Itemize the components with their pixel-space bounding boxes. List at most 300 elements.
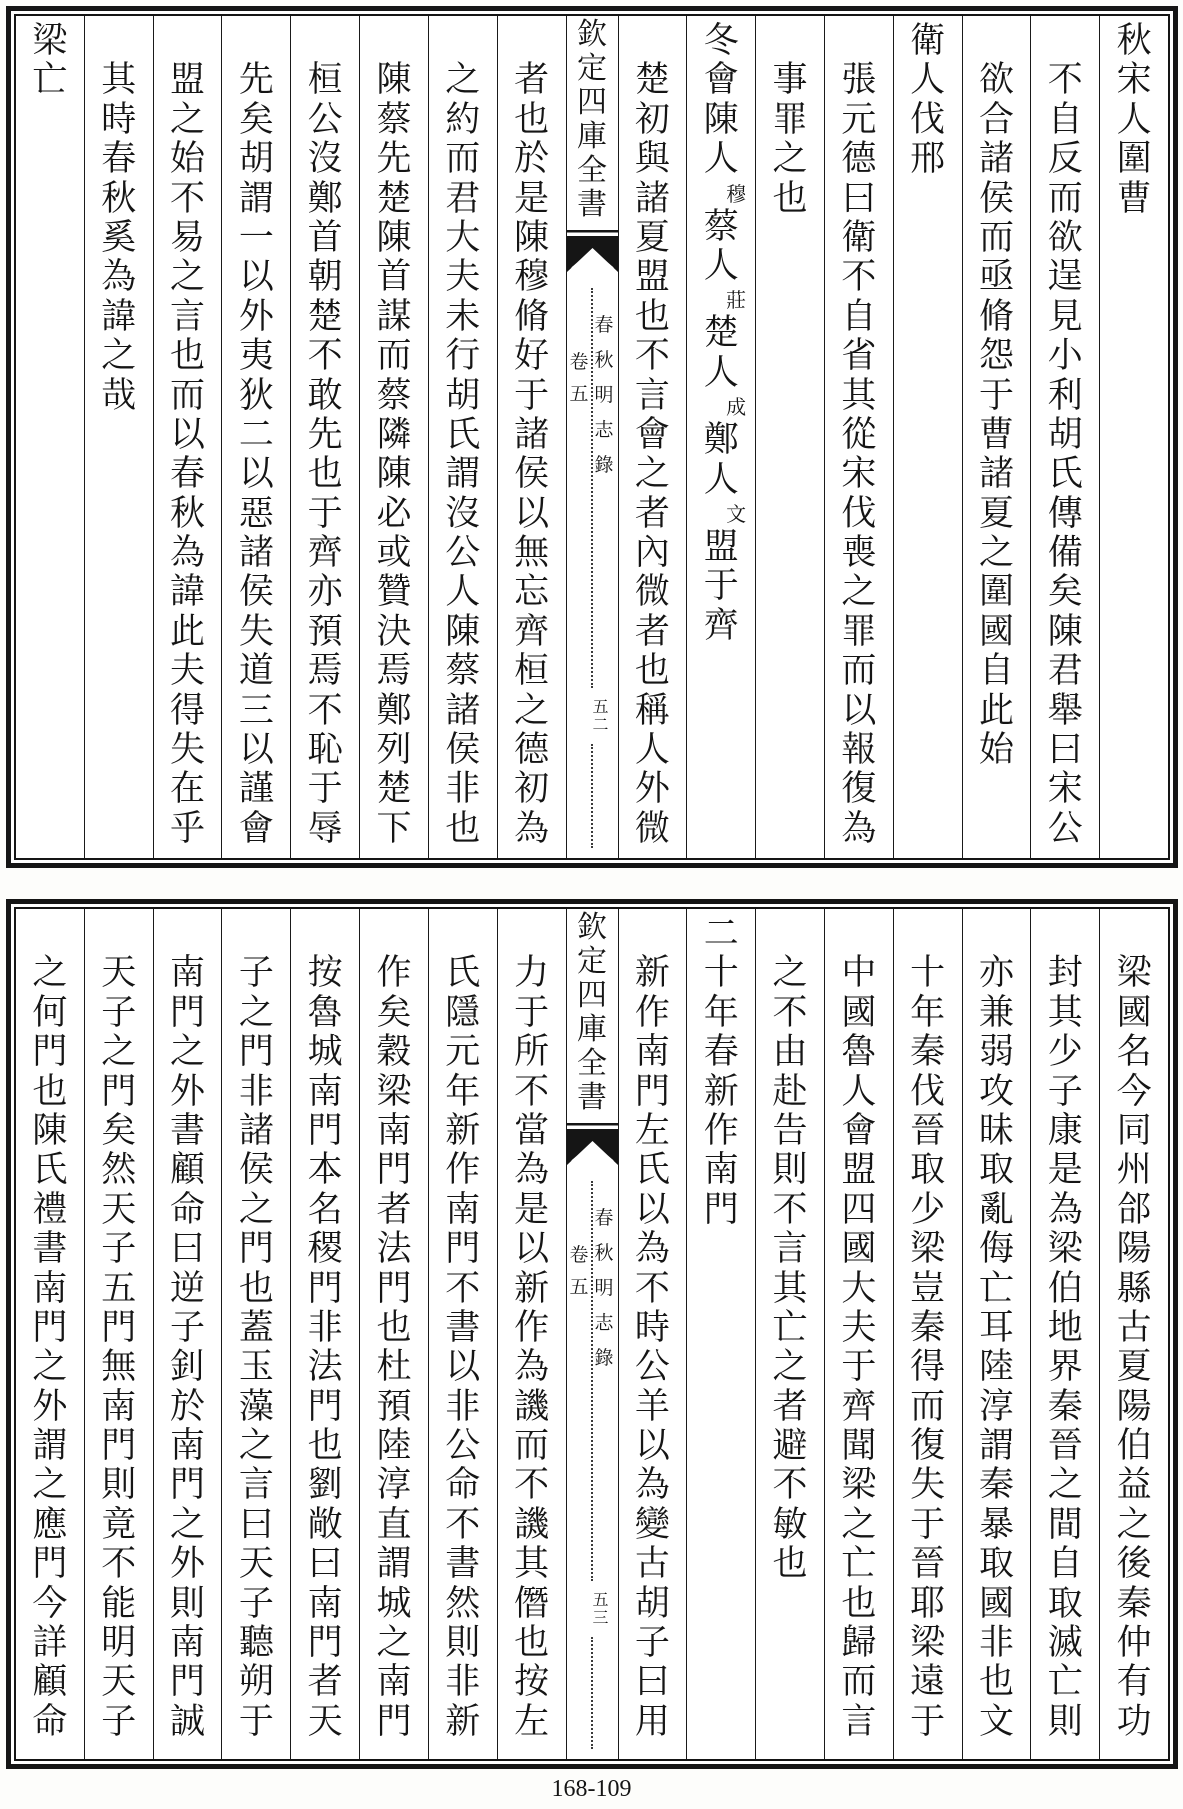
glyph: 之 (634, 454, 670, 495)
glyph: 曰 (634, 1662, 670, 1703)
glyph: 為 (514, 1150, 550, 1191)
glyph: 盟 (170, 60, 206, 101)
glyph: 也 (772, 178, 808, 219)
glyph: 諱 (101, 296, 137, 337)
glyph: 二 (592, 715, 609, 734)
glyph: 張 (841, 60, 877, 101)
glyph: 伐 (910, 1071, 946, 1112)
glyph: 圍 (1116, 139, 1152, 180)
glyph: 諸 (445, 690, 481, 731)
glyph: 報 (841, 730, 877, 771)
collection-title (567, 18, 618, 222)
glyph: 謂 (376, 1544, 412, 1585)
center-spine (566, 16, 618, 858)
glyph: 以 (634, 1189, 670, 1230)
glyph: 不 (307, 690, 343, 731)
glyph: 杜 (376, 1347, 412, 1388)
glyph: 錄 (594, 454, 614, 476)
glyph: 者 (634, 611, 670, 652)
glyph: 州 (1116, 1150, 1152, 1191)
glyph: 在 (170, 769, 206, 810)
glyph: 欽 (577, 17, 607, 52)
glyph: 子 (238, 953, 274, 994)
commentary-text (1031, 61, 1099, 849)
commentary-text (619, 954, 687, 1742)
glyph: 南 (307, 1071, 343, 1112)
glyph: 微 (634, 572, 670, 613)
glyph: 罪 (772, 99, 808, 140)
glyph: 不 (772, 992, 808, 1033)
glyph: 之 (978, 533, 1014, 574)
glyph: 變 (634, 1504, 670, 1545)
glyph: 之 (32, 1465, 68, 1506)
book-title (593, 1201, 616, 1376)
glyph: 會 (841, 1110, 877, 1151)
glyph: 首 (376, 257, 412, 298)
glyph: 南 (170, 953, 206, 994)
glyph: 桓 (307, 60, 343, 101)
text-column (16, 16, 84, 858)
glyph: 法 (376, 1229, 412, 1270)
glyph: 也 (307, 1426, 343, 1467)
glyph: 二 (703, 914, 739, 954)
glyph: 于 (514, 375, 550, 416)
text-column (686, 16, 755, 858)
glyph: 春 (594, 314, 614, 336)
glyph: 陽 (1116, 1229, 1152, 1270)
glyph: 焉 (376, 651, 412, 692)
glyph: 之 (32, 1347, 68, 1388)
glyph: 不 (445, 1504, 481, 1545)
glyph: 陳 (32, 1110, 68, 1151)
glyph: 胡 (238, 139, 274, 180)
glyph: 事 (772, 60, 808, 101)
commentary-text (894, 954, 962, 1742)
text-column (497, 909, 566, 1759)
glyph: 合 (978, 99, 1014, 140)
glyph: 定 (577, 944, 607, 979)
glyph: 竟 (101, 1504, 137, 1545)
glyph: 康 (1047, 1110, 1083, 1151)
glyph: 取 (978, 1544, 1014, 1585)
glyph: 德 (841, 139, 877, 180)
glyph: 桓 (514, 651, 550, 692)
glyph: 天 (101, 1662, 137, 1703)
fishtail-ornament (567, 230, 618, 276)
glyph: 南 (170, 1623, 206, 1664)
glyph: 梁 (1047, 1229, 1083, 1270)
glyph: 南 (376, 1110, 412, 1151)
glyph: 人 (703, 139, 739, 180)
glyph: 四 (841, 1189, 877, 1230)
glyph: 攻 (978, 1071, 1014, 1112)
glyph: 隣 (376, 414, 412, 455)
glyph: 二 (238, 414, 274, 455)
glyph: 為 (634, 1229, 670, 1270)
glyph: 五 (101, 1268, 137, 1309)
glyph: 五 (592, 1590, 609, 1609)
glyph: 諸 (238, 1110, 274, 1151)
glyph: 見 (1047, 296, 1083, 337)
glyph: 公 (1047, 808, 1083, 849)
text-column (428, 16, 497, 858)
glyph: 城 (376, 1583, 412, 1624)
glyph: 狄 (238, 375, 274, 416)
glyph: 而 (170, 375, 206, 416)
glyph: 不 (514, 1465, 550, 1506)
glyph: 道 (238, 651, 274, 692)
glyph: 門 (307, 1386, 343, 1427)
glyph: 卷 (569, 1244, 589, 1266)
glyph: 蔡 (376, 375, 412, 416)
glyph: 定 (577, 51, 607, 86)
glyph: 新 (703, 1071, 739, 1112)
glyph: 于 (514, 992, 550, 1033)
glyph: 陳 (514, 217, 550, 258)
glyph: 淳 (376, 1465, 412, 1506)
glyph: 而 (376, 336, 412, 377)
glyph: 國 (978, 1583, 1014, 1624)
glyph: 胡 (634, 1583, 670, 1624)
glyph: 命 (170, 1189, 206, 1230)
glyph: 禮 (32, 1189, 68, 1230)
glyph: 之 (841, 1504, 877, 1545)
classic-text (687, 915, 755, 1230)
glyph: 君 (1047, 651, 1083, 692)
glyph: 天 (238, 1544, 274, 1585)
glyph: 子 (634, 1623, 670, 1664)
glyph: 為 (634, 1465, 670, 1506)
glyph: 而 (1047, 178, 1083, 219)
glyph: 隱 (445, 992, 481, 1033)
glyph: 古 (634, 1544, 670, 1585)
glyph: 作 (703, 1110, 739, 1151)
glyph: 間 (1047, 1504, 1083, 1545)
glyph: 謹 (238, 769, 274, 810)
glyph: 伯 (1116, 1426, 1152, 1467)
glyph: 其 (514, 1544, 550, 1585)
glyph: 春 (703, 1032, 739, 1073)
glyph: 曰 (170, 1229, 206, 1270)
glyph: 仲 (1116, 1623, 1152, 1664)
glyph: 欽 (577, 910, 607, 945)
glyph: 庫 (577, 1012, 607, 1047)
glyph: 之 (514, 690, 550, 731)
glyph: 其 (1047, 992, 1083, 1033)
glyph: 亡 (32, 60, 68, 101)
text-column (290, 16, 359, 858)
glyph: 也 (514, 1623, 550, 1664)
glyph: 矣 (238, 99, 274, 140)
glyph: 伯 (1047, 1268, 1083, 1309)
text-column (221, 909, 290, 1759)
glyph: 秋 (1116, 21, 1152, 61)
glyph: 蓋 (238, 1307, 274, 1348)
text-column (359, 16, 428, 858)
glyph: 陸 (376, 1426, 412, 1467)
glyph: 初 (514, 769, 550, 810)
glyph: 地 (1047, 1307, 1083, 1348)
glyph: 奚 (101, 217, 137, 258)
glyph: 門 (32, 1032, 68, 1073)
glyph: 于 (978, 375, 1014, 416)
glyph: 由 (772, 1032, 808, 1073)
glyph: 避 (772, 1426, 808, 1467)
glyph: 不 (634, 1268, 670, 1309)
glyph: 也 (238, 1268, 274, 1309)
glyph: 秋 (101, 178, 137, 219)
glyph: 逆 (170, 1268, 206, 1309)
commentary-text (360, 954, 428, 1742)
glyph: 為 (170, 533, 206, 574)
glyph: 氏 (32, 1150, 68, 1191)
glyph: 失 (910, 1465, 946, 1506)
glyph: 謂 (445, 454, 481, 495)
glyph: 會 (703, 60, 739, 101)
glyph: 界 (1047, 1347, 1083, 1388)
glyph: 門 (101, 1426, 137, 1467)
glyph: 非 (307, 1307, 343, 1348)
glyph: 夫 (445, 257, 481, 298)
column-grid (16, 16, 1168, 858)
glyph: 以 (841, 690, 877, 731)
glyph: 先 (238, 60, 274, 101)
glyph: 自 (1047, 99, 1083, 140)
glyph: 不 (170, 178, 206, 219)
glyph: 以 (514, 1229, 550, 1270)
glyph: 辱 (307, 808, 343, 849)
glyph: 秋 (170, 493, 206, 534)
glyph: 而 (841, 1662, 877, 1703)
leaf-number (589, 1591, 613, 1627)
glyph: 之 (170, 1504, 206, 1545)
glyph: 穀 (376, 1032, 412, 1073)
glyph: 五 (569, 1276, 589, 1298)
glyph: 元 (841, 99, 877, 140)
glyph: 傳 (1047, 493, 1083, 534)
glyph: 春 (101, 139, 137, 180)
upper-leaf (6, 6, 1178, 868)
glyph: 言 (238, 1465, 274, 1506)
glyph: 明 (594, 384, 614, 406)
glyph: 不 (772, 1189, 808, 1230)
glyph: 南 (634, 1032, 670, 1073)
glyph: 陳 (376, 217, 412, 258)
glyph: 敢 (307, 375, 343, 416)
glyph: 詳 (32, 1623, 68, 1664)
glyph: 衛 (841, 217, 877, 258)
glyph: 伐 (910, 99, 946, 140)
glyph: 下 (376, 808, 412, 849)
commentary-text (1031, 954, 1099, 1742)
glyph: 忘 (514, 572, 550, 613)
commentary-text (85, 61, 153, 416)
glyph: 怨 (978, 336, 1014, 377)
glyph: 顧 (170, 1150, 206, 1191)
glyph: 朝 (307, 257, 343, 298)
glyph: 劉 (307, 1465, 343, 1506)
glyph: 亡 (978, 1268, 1014, 1309)
commentary-text (825, 954, 893, 1742)
glyph: 文 (726, 501, 747, 526)
glyph: 南 (170, 1426, 206, 1467)
glyph: 諸 (634, 178, 670, 219)
glyph: 也 (32, 1071, 68, 1112)
glyph: 之 (376, 1623, 412, 1664)
commentary-text (1100, 954, 1168, 1742)
glyph: 備 (1047, 533, 1083, 574)
glyph: 書 (32, 1229, 68, 1270)
glyph: 則 (772, 1150, 808, 1191)
glyph: 梁 (910, 1229, 946, 1270)
glyph: 以 (238, 257, 274, 298)
glyph: 豈 (910, 1268, 946, 1309)
glyph: 能 (101, 1583, 137, 1624)
glyph: 伐 (841, 493, 877, 534)
glyph: 曰 (841, 178, 877, 219)
glyph: 之 (1047, 1465, 1083, 1506)
glyph: 非 (238, 1071, 274, 1112)
glyph: 曹 (978, 414, 1014, 455)
glyph: 外 (32, 1386, 68, 1427)
glyph: 諸 (514, 414, 550, 455)
glyph: 陳 (376, 60, 412, 101)
glyph: 言 (841, 1701, 877, 1742)
commentary-text (756, 954, 824, 1584)
glyph: 小 (1047, 336, 1083, 377)
glyph: 齊 (514, 611, 550, 652)
glyph: 按 (514, 1662, 550, 1703)
glyph: 晉 (910, 1544, 946, 1585)
glyph: 魯 (307, 992, 343, 1033)
text-column (290, 909, 359, 1759)
glyph: 於 (514, 139, 550, 180)
text-column (497, 16, 566, 858)
lower-leaf (6, 899, 1178, 1769)
glyph: 僭 (514, 1583, 550, 1624)
glyph: 預 (307, 611, 343, 652)
glyph: 歸 (841, 1623, 877, 1664)
glyph: 年 (703, 992, 739, 1033)
glyph: 人 (634, 730, 670, 771)
glyph: 之 (445, 60, 481, 101)
glyph: 非 (978, 1623, 1014, 1664)
glyph: 子 (101, 1701, 137, 1742)
glyph: 于 (910, 1504, 946, 1545)
glyph: 陳 (376, 454, 412, 495)
glyph: 蔡 (445, 651, 481, 692)
glyph: 以 (238, 730, 274, 771)
glyph: 不 (445, 1268, 481, 1309)
glyph: 者 (634, 493, 670, 534)
glyph: 今 (32, 1583, 68, 1624)
glyph: 約 (445, 99, 481, 140)
glyph: 聞 (841, 1426, 877, 1467)
glyph: 春 (170, 454, 206, 495)
glyph: 而 (445, 139, 481, 180)
glyph: 行 (445, 336, 481, 377)
glyph: 命 (32, 1701, 68, 1742)
glyph: 齊 (307, 533, 343, 574)
glyph: 以 (634, 1426, 670, 1467)
glyph: 與 (634, 139, 670, 180)
glyph: 南 (703, 1150, 739, 1191)
glyph: 首 (307, 217, 343, 258)
glyph: 決 (376, 611, 412, 652)
glyph: 書 (170, 1110, 206, 1151)
glyph: 按 (307, 953, 343, 994)
glyph: 沒 (307, 139, 343, 180)
glyph: 國 (1116, 992, 1152, 1033)
glyph: 恥 (307, 730, 343, 771)
glyph: 秋 (594, 349, 614, 371)
glyph: 明 (594, 1277, 614, 1299)
glyph: 郃 (1116, 1189, 1152, 1230)
glyph: 于 (307, 769, 343, 810)
glyph: 邢 (910, 139, 946, 180)
glyph: 然 (445, 1583, 481, 1624)
glyph: 亟 (978, 257, 1014, 298)
commentary-text (154, 954, 222, 1742)
glyph: 梁 (910, 1623, 946, 1664)
glyph: 門 (238, 1032, 274, 1073)
glyph: 惡 (238, 493, 274, 534)
glyph: 是 (514, 1189, 550, 1230)
glyph: 陳 (445, 611, 481, 652)
glyph: 命 (445, 1465, 481, 1506)
glyph: 新 (634, 953, 670, 994)
glyph: 也 (634, 651, 670, 692)
glyph: 則 (445, 1623, 481, 1664)
glyph: 之 (101, 336, 137, 377)
glyph: 微 (634, 808, 670, 849)
glyph: 自 (1047, 1544, 1083, 1585)
glyph: 而 (978, 217, 1014, 258)
glyph: 復 (841, 769, 877, 810)
glyph: 作 (376, 953, 412, 994)
glyph: 元 (445, 1032, 481, 1073)
glyph: 氏 (1047, 454, 1083, 495)
glyph: 人 (910, 60, 946, 101)
glyph: 齊 (841, 1386, 877, 1427)
glyph: 者 (514, 60, 550, 101)
glyph: 南 (376, 1662, 412, 1703)
text-column (824, 16, 893, 858)
glyph: 稱 (634, 690, 670, 731)
glyph: 得 (910, 1347, 946, 1388)
glyph: 梁 (1116, 953, 1152, 994)
glyph: 新 (514, 1268, 550, 1309)
glyph: 公 (445, 1426, 481, 1467)
text-column (1030, 909, 1099, 1759)
commentary-text (498, 61, 566, 849)
glyph: 南 (101, 1386, 137, 1427)
glyph: 為 (841, 808, 877, 849)
glyph: 名 (307, 1189, 343, 1230)
glyph: 國 (841, 992, 877, 1033)
glyph: 三 (238, 690, 274, 731)
volume-label (569, 1239, 590, 1303)
glyph: 楚 (703, 313, 739, 354)
glyph: 十 (703, 953, 739, 994)
glyph: 也 (170, 336, 206, 377)
interlinear-note (687, 180, 755, 208)
text-column (618, 16, 687, 858)
classic-text (16, 22, 84, 101)
glyph: 諸 (978, 454, 1014, 495)
glyph: 子 (170, 1307, 206, 1348)
glyph: 以 (170, 414, 206, 455)
